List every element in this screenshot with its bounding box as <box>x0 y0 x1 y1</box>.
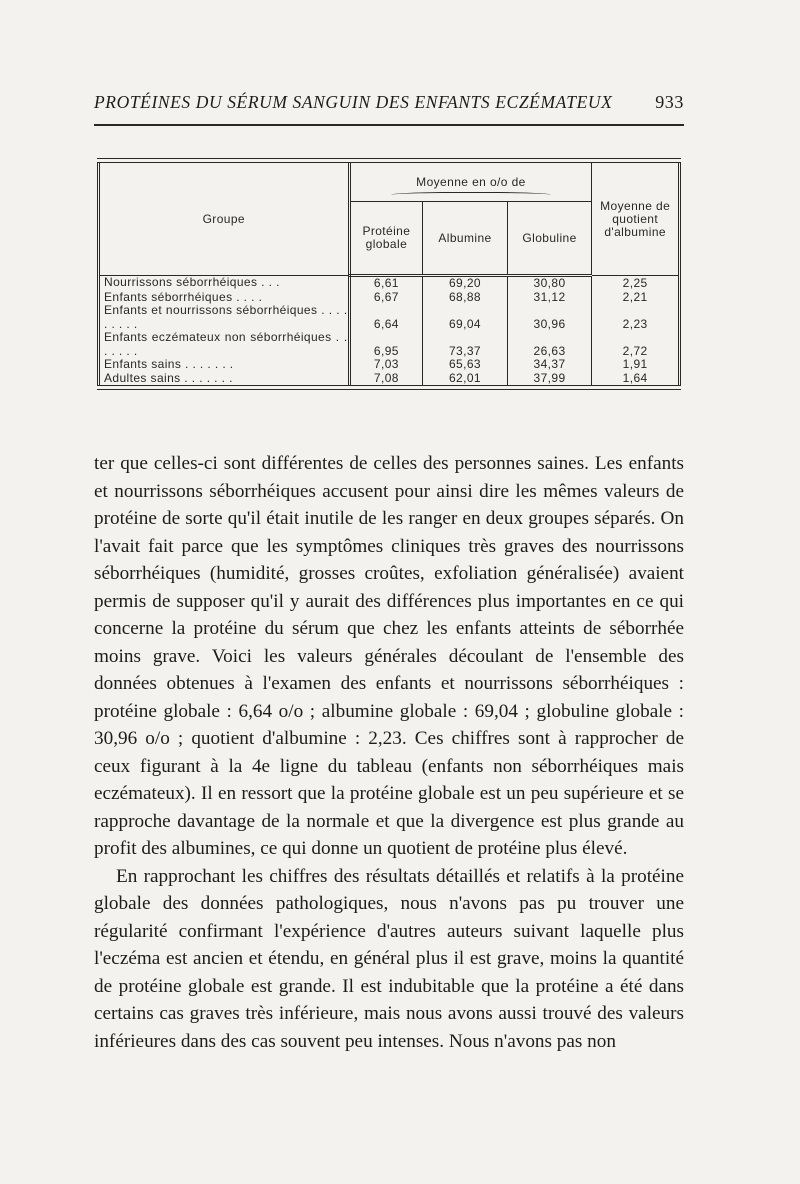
row-quotient-cell: 1,91 <box>592 358 680 372</box>
header-rule <box>94 124 684 126</box>
row-proteine-cell: 7,03 <box>349 358 423 372</box>
row-proteine-cell: 6,95 <box>349 331 423 358</box>
row-group-cell: Adultes sains . . . . . . . <box>99 372 350 386</box>
row-globuline-cell: 26,63 <box>507 331 592 358</box>
header-albumine: Albumine <box>423 202 508 276</box>
table-row <box>99 358 680 372</box>
row-group-cell: Enfants eczémateux non séborrhéiques . . . . . . . <box>99 331 350 358</box>
row-globuline-cell: 30,80 <box>507 276 592 291</box>
row-globuline-cell: 30,96 <box>507 304 592 331</box>
row-globuline-cell: 37,99 <box>507 372 592 386</box>
body-text <box>94 450 684 1055</box>
header-quotient: Moyenne de quotient d'albumine <box>592 163 680 276</box>
row-group-cell: Enfants et nourrissons séborrhéiques . . . . . . . . . <box>99 304 350 331</box>
row-proteine-cell: 6,67 <box>349 291 423 305</box>
table-row <box>99 291 680 305</box>
row-quotient-cell: 2,25 <box>592 276 680 291</box>
row-albumine-cell: 68,88 <box>423 291 508 305</box>
paragraph: En rapprochant les chiffres des résultats détaillés et relatifs à la protéine globale des données pathologiques, nous n'avons pas pu trouver une régularité confirmant l'expérience d'autres auteurs suivant laquelle plus l'eczéma est ancien et étendu, en général plus il est grave, moins la quantité de protéine globale est grande. Il est indubitable que la protéine a été dans certains cas graves très inférieure, mais nous avons aussi trouvé des valeurs inférieures dans des cas souvent peu intenses. Nous n'avons pas non <box>94 865 684 1052</box>
row-quotient-cell: 2,21 <box>592 291 680 305</box>
table-row <box>99 372 680 386</box>
table-row <box>99 304 680 331</box>
row-quotient-cell: 1,64 <box>592 372 680 386</box>
row-globuline-cell: 31,12 <box>507 291 592 305</box>
running-header <box>94 92 684 113</box>
row-quotient-cell: 2,72 <box>592 331 680 358</box>
results-table <box>97 158 681 390</box>
running-title: PROTÉINES DU SÉRUM SANGUIN DES ENFANTS ECZÉMATEUX <box>94 92 613 112</box>
header-brace <box>391 192 552 199</box>
row-albumine-cell: 62,01 <box>423 372 508 386</box>
paragraph: ter que celles-ci sont différentes de celles des personnes saines. Les enfants et nourrissons séborrhéiques accusent pour ainsi dire les mêmes valeurs de protéine de sorte qu'il était inutile de les ranger en deux groupes séparés. On l'avait fait parce que les symptômes cliniques très graves des nourrissons séborrhéiques (humidité, grosses croûtes, exfoliation généralisée) avaient permis de supposer qu'il y aurait des différences plus importantes en ce qui concerne la protéine du sérum que chez les enfants atteints de séborrhée moins grave. Voici les valeurs générales découlant de l'ensemble des données obtenues à l'examen des enfants et nourrissons séborrhéiques : protéine globale : 6,64 o/o ; albumine globale : 69,04 ; globuline globale : 30,96 o/o ; quotient d'albumine : 2,23. Ces chiffres sont à rapprocher de ceux figurant à la 4e ligne du tableau (enfants non séborrhéiques mais eczémateux). Il en ressort que la protéine globale est un peu supérieure et se rapproche davantage de la normale et que la divergence est plus grande au profit des albumines, ce qui donne un quotient de protéine plus élevé. <box>94 453 684 859</box>
row-proteine-cell: 6,61 <box>349 276 423 291</box>
row-albumine-cell: 65,63 <box>423 358 508 372</box>
row-group-cell: Nourrissons séborrhéiques . . . <box>99 276 350 291</box>
header-globuline: Globuline <box>507 202 592 276</box>
header-moyenne-label: Moyenne en o/o de <box>416 175 526 189</box>
row-group-cell: Enfants sains . . . . . . . <box>99 358 350 372</box>
row-proteine-cell: 7,08 <box>349 372 423 386</box>
row-albumine-cell: 73,37 <box>423 331 508 358</box>
table-row <box>99 331 680 358</box>
table-row <box>99 276 680 291</box>
row-albumine-cell: 69,20 <box>423 276 508 291</box>
row-proteine-cell: 6,64 <box>349 304 423 331</box>
table-bottom-rule <box>97 385 681 390</box>
row-group-cell: Enfants séborrhéiques . . . . <box>99 291 350 305</box>
page-number: 933 <box>655 92 684 112</box>
header-moyenne <box>349 163 592 202</box>
row-albumine-cell: 69,04 <box>423 304 508 331</box>
header-groupe: Groupe <box>99 163 350 276</box>
row-globuline-cell: 34,37 <box>507 358 592 372</box>
row-quotient-cell: 2,23 <box>592 304 680 331</box>
header-proteine: Protéine globale <box>349 202 423 276</box>
